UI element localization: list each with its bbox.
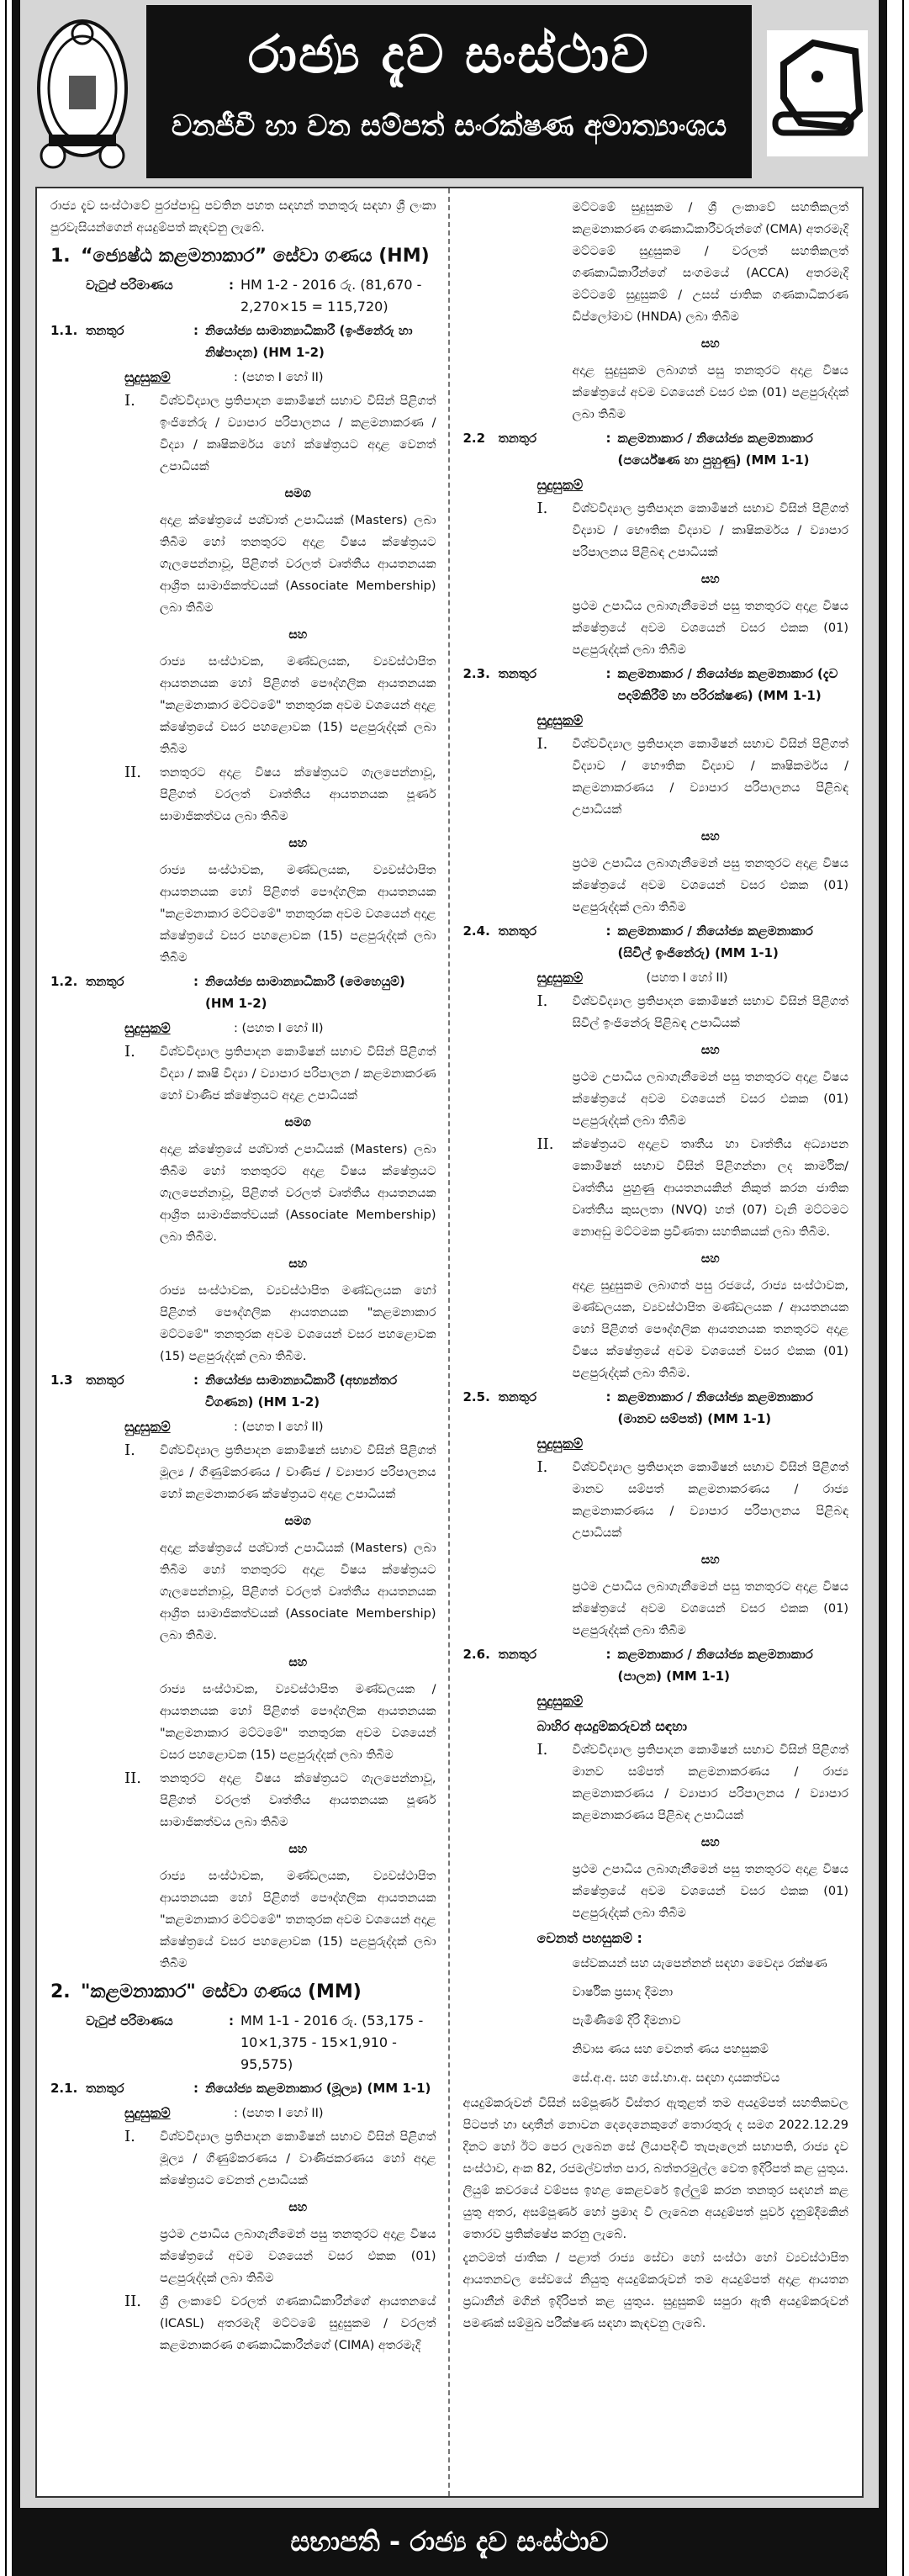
qualification-text: විශ්වවිද්‍යාල ප්‍රතිපාදන කොමිෂන් සභාව විසින් පිළිගත් විද්‍යා / කෘෂි විද්‍යා / ව්‍යාපාර පරිපාලන / කළමනාකරණ හෝ වාණිජ ක්ෂේත්‍රයට අදාළ උපාධියක් (160, 1045, 436, 1103)
conjunction: සමග (284, 1515, 311, 1528)
post-title: නියෝජ්‍ය සාමාන්‍යාධිකාරී (අභ්‍යන්තර විගණන) (HM 1-2) (205, 1373, 398, 1410)
roman-numeral: I. (124, 392, 135, 410)
qualification-item (50, 390, 436, 478)
salary-scale-label: වැටුප් පරිමාණය (86, 278, 173, 293)
qualifications-heading (463, 967, 849, 989)
subheading: වෙනත් පහසුකම් : (536, 1930, 642, 1946)
paragraph: රාජ්‍ය දැව සංස්ථාවේ පුරප්පාඩු පවතින පහත සඳහන් තනතුරු සඳහා ශ්‍රී ලංකා පුරවැසියන්ගෙන් අයදුම්පත් කැඳවනු ලැබේ. (50, 199, 436, 235)
roman-numeral: II. (124, 764, 141, 781)
salary-scale-label: වැටුප් පරිමාණය (86, 2013, 173, 2029)
qualification-item (463, 991, 849, 1034)
qualification-text: විශ්වවිද්‍යාල ප්‍රතිපාදන කොමිෂන් සභාව විසින් පිළිගත් මූල්‍ය / ගිණුම්කරණය / වාණිජ / ව්‍යාපාර පරිපාලනය හෝ කළමනාකරණ ක්ෂේත්‍රයට අදාළ උපාධියක් (160, 1444, 436, 1501)
qualification-text: ප්‍රථම උපාධිය ලබාගැනීමෙන් පසු තනතුරට අදාළ විෂය ක්ෂේත්‍රයේ අවම වශයෙන් වසර එකක (01) පළපුරුද්දක් ලබා තිබීම (572, 1071, 848, 1128)
colon-separator: : (193, 1373, 198, 1388)
qualification-text: තනතුරට අදාළ විෂය ක්ෂේත්‍රයට ගැලපෙන්නාවූ, පිළිගත් වරලත් වෘත්තීය ආයතනයක පූර්ණ සාමාජිකත්වය ලබා තිබීම (160, 1772, 436, 1829)
qualification-text: විශ්වවිද්‍යාල ප්‍රතිපාදන කොමිෂන් සභාව විසින් පිළිගත් විද්‍යාව / භෞතික විද්‍යාව / කෘෂිකර්මය / ව්‍යාපාර පරිපාලනය පිළිබඳ උපාධියක් (572, 502, 848, 559)
organization-title: රාජ්‍ය දැව සංස්ථාව (248, 24, 650, 85)
post-label: තනතුර (498, 431, 537, 446)
footer-signature: සභාපති - රාජ්‍ය දැව සංස්ථාව (20, 2508, 879, 2576)
left-column (37, 188, 450, 2496)
qualification-text: ප්‍රථම උපාධිය ලබාගැනීමෙන් පසු තනතුරට අදාළ විෂය ක්ෂේත්‍රයේ අවම වශයෙන් වසර එකක (01) පළපුරුද්දක් ලබා තිබීම (572, 1580, 848, 1637)
salary-scale (50, 2010, 436, 2076)
post-title: නියෝජ්‍ය කළමනාකාර (මූල්‍ය) (MM 1-1) (205, 2081, 431, 2096)
section-number: 1. (50, 246, 71, 267)
colon-separator: : (605, 431, 611, 446)
salary-scale (50, 274, 436, 318)
post-label: තනතුර (86, 323, 124, 338)
roman-numeral: I. (124, 1043, 135, 1061)
qualification-text: අදාළ ක්ෂේත්‍රයේ පශ්චාත් උපාධියක් (Masters) ලබා තිබීම හෝ තනතුරට අදාළ විෂය ක්ෂේත්‍රයට ගැලපෙන්නාවූ, පිළිගත් වරලත් වෘත්තීය ආයතනයක ආශ්‍රිත සාමාජිකත්වයක් (Associate Membership) ලබා තිබීම. (160, 1542, 436, 1642)
benefit-item: සේ.අ.අ. සහ සේ.භා.අ. සඳහා දායකත්වය (572, 2071, 780, 2085)
qualifications-heading (50, 367, 436, 389)
qualification-text: ක්ෂේත්‍රයට අදාළව තෘතීය හා වෘත්තීය අධ්‍යාපන කොමිෂන් සභාව විසින් පිළිගන්නා ලද කාර්මික/ වෘත්තීය පුහුණු ආයතනයකින් නිකුත් කරන ජාතික වෘත්තීය කුසලතා (NVQ) හත් (07) වැනි මට්ටමට නොඅඩු මට්ටමක ප්‍රවීණතා සහතිකයක් ලබා තිබීම. (572, 1138, 848, 1239)
post-title: කළමනාකාර / නියෝජ්‍ය කළමනාකාර (පාලන) (MM 1-1) (617, 1647, 813, 1684)
qualifications-label: සුදුසුකම් (536, 1436, 584, 1452)
qualification-item (50, 1041, 436, 1107)
post-heading (50, 320, 436, 363)
colon-separator: : (193, 974, 198, 989)
post-number: 2.5. (462, 1389, 490, 1404)
qualification-item (50, 1768, 436, 1833)
post-label: තනතුර (498, 923, 537, 939)
conjunction: සහ (288, 837, 308, 850)
qualification-text: විශ්වවිද්‍යාල ප්‍රතිපාදන කොමිෂන් සභාව විසින් පිළිගත් මානව සම්පත් කළමනාකරණය / රාජ්‍ය කළමනාකරණය / ව්‍යාපාර පරිපාලනය / ව්‍යාපාර කළමනාකරණය පිළිබඳ උපාධියක් (572, 1743, 848, 1822)
right-column (450, 188, 863, 2496)
ministry-title: වනජීවී හා වන සම්පත් සංරක්ෂණ අමාත්‍යාංශය (171, 109, 727, 143)
qualifications-note: : (පහත I හෝ II) (234, 1420, 324, 1434)
qualification-item (50, 2126, 436, 2192)
section-title: "කළමනාකාර" සේවා ගණය (MM) (81, 1981, 362, 2002)
conjunction: සහ (288, 1656, 308, 1669)
benefit-item: වාර්ෂික ප්‍රසාද දීමනා (572, 1986, 674, 1999)
qualification-text: රාජ්‍ය සංස්ථාවක, ව්‍යවස්ථාපිත මණ්ඩලයක / ආයතනයක හෝ පිළිගත් පෞද්ගලික ආයතනයක "කළමනාකාර මට්ටමේ" තනතුරක අවම වශයෙන් වසර පහළොවක (15) පළපුරුද්දක් ලබා තිබීම (160, 1683, 436, 1762)
salary-scale-value: HM 1-2 - 2016 රු. (81,670 - 2,270×15 = 115,720) (240, 277, 422, 315)
post-heading (50, 1369, 436, 1413)
post-title: කළමනාකාර / නියෝජ්‍ය කළමනාකාර (මානව සම්පත්) (MM 1-1) (617, 1389, 813, 1426)
post-title: නියෝජ්‍ය සාමාන්‍යාධිකාරී (මෙහෙයුම්) (HM 1-2) (205, 974, 405, 1011)
qualification-text: විශ්වවිද්‍යාල ප්‍රතිපාදන කොමිෂන් සභාව විසින් පිළිගත් මානව සම්පත් කළමනාකරණය / රාජ්‍ය කළමනාකරණය / ව්‍යාපාර පරිපාලනය පිළිබඳ උපාධියක් (572, 1461, 848, 1540)
post-number: 2.1. (50, 2081, 78, 2096)
post-number: 2.6. (462, 1647, 490, 1662)
qualifications-heading (463, 1433, 849, 1455)
qualifications-label: සුදුසුකම් (124, 2105, 171, 2121)
post-heading (463, 920, 849, 964)
qualification-text: අදාළ ක්ෂේත්‍රයේ පශ්චාත් උපාධියක් (Masters) ලබා තිබීම හෝ තනතුරට අදාළ විෂය ක්ෂේත්‍රයට ගැලපෙන්නාවූ, පිළිගත් වරලත් වෘත්තීය ආයතනයක ආශ්‍රිත සාමාජිකත්වයක් (Associate Membership) ලබා තිබීම (160, 514, 436, 615)
qualification-item (463, 1457, 849, 1544)
post-label: තනතුර (498, 666, 537, 681)
roman-numeral: I. (124, 1441, 135, 1459)
qualification-item (463, 733, 849, 821)
qualifications-heading (50, 1018, 436, 1039)
conjunction: සහ (288, 1257, 308, 1271)
qualification-text: ප්‍රථම උපාධිය ලබාගැනීමෙන් පසු තනතුරට අදාළ විෂය ක්ෂේත්‍රයේ අවම වශයෙන් වසර එකක (01) පළපුරුද්දක් ලබා තිබීම (572, 600, 848, 657)
colon-separator: : (229, 278, 234, 293)
conjunction: සහ (700, 1553, 720, 1567)
qualifications-label: සුදුසුකම් (536, 1693, 584, 1709)
qualification-text: මට්ටමේ සුදුසුකම / ශ්‍රී ලංකාවේ සහතිකලත් කළමනාකරණ ගණකාධිකාරීවරුන්ගේ (CMA) අතරමැදි මට්ටමේ සුදුසුකම / වරලත් සහතිකලත් ගණකාධිකාරීන්ගේ සංගමයේ (ACCA) අතරමැදි මට්ටමේ සුදුසුකම් / උසස් ජාතික ගණකාධිකරණ ඩිප්ලෝමාව (HNDA) ලබා තිබීම (572, 201, 848, 324)
roman-numeral: I. (536, 1741, 548, 1759)
conjunction: සහ (700, 1836, 720, 1849)
post-number: 1.2. (50, 974, 78, 989)
post-title: කළමනාකාර / නියෝජ්‍ය කළමනාකාර (සිවිල් ඉංජිනේරු) (MM 1-1) (617, 923, 813, 960)
post-label: තනතුර (498, 1647, 537, 1662)
qualifications-label: සුදුසුකම් (124, 1020, 171, 1036)
section-title: “ජ්‍යෙෂ්ඨ කළමනාකාර” සේවා ගණය (HM) (81, 246, 430, 267)
national-emblem-icon (32, 8, 133, 177)
qualifications-note: (පහත I හෝ II) (646, 971, 728, 985)
post-label: තනතුර (86, 1373, 124, 1388)
post-heading (463, 427, 849, 471)
roman-numeral: I. (124, 2128, 135, 2145)
benefit-item: පැමිණීමේ දිරි දීමනාව (572, 2014, 681, 2028)
qualifications-heading (50, 2103, 436, 2124)
qualification-item (50, 2291, 436, 2356)
colon-separator: : (193, 2081, 198, 2096)
qualification-text: අදාළ ක්ෂේත්‍රයේ පශ්චාත් උපාධියක් (Masters) ලබා තිබීම හෝ තනතුරට අදාළ විෂය ක්ෂේත්‍රයට ගැලපෙන්නාවූ, පිළිගත් වරලත් වෘත්තීය ආයතනයක ආශ්‍රිත සාමාජිකත්වයක් (Associate Membership) ලබා තිබීම. (160, 1143, 436, 1244)
post-label: තනතුර (498, 1389, 537, 1404)
colon-separator: : (229, 2013, 234, 2029)
conjunction: සහ (700, 1252, 720, 1266)
qualification-item (50, 762, 436, 828)
qualification-text: තනතුරට අදාළ විෂය ක්ෂේත්‍රයට ගැලපෙන්නාවූ, පිළිගත් වරලත් වෘත්තීය ආයතනයක පූර්ණ සාමාජිකත්වය ලබා තිබීම (160, 766, 436, 823)
conjunction: සහ (700, 573, 720, 586)
qualification-text: අදාළ සුදුසුකම ලබාගත් පසු තනතුරට අදාළ විෂය ක්ෂේත්‍රයේ අවම වශයෙන් වසර එක (01) පළපුරුද්දක් ලබා තිබීම (572, 364, 848, 421)
qualifications-note: : (පහත I හෝ II) (234, 1022, 324, 1035)
paragraph: දැනටමත් ජාතික / පළාත් රාජ්‍ය සේවා හෝ සංස්ථා හෝ ව්‍යවස්ථාපිත ආයතනවල සේවයේ නියුතු අයදුම්කරුවන් තම අයදුම්පත් අදාළ ආයතන ප්‍රධානීන් මගින් ඉදිරිපත් කළ යුතුය. සුදුසුකම් සපුරා ඇති අයදුම්කරුවන් පමණක් සම්මුඛ පරීක්ෂණ සඳහා කැඳවනු ලැබේ. (462, 2251, 848, 2330)
conjunction: සහ (288, 1843, 308, 1856)
conjunction: සහ (700, 337, 720, 351)
qualification-item (463, 498, 849, 563)
conjunction: සහ (700, 830, 720, 844)
qualifications-heading (463, 1690, 849, 1712)
roman-numeral: II. (124, 2293, 141, 2310)
qualification-text: අදාළ සුදුසුකම ලබාගත් පසු රජයේ, රාජ්‍ය සංස්ථාවක, මණ්ඩලයක, ව්‍යවස්ථාපිත මණ්ඩලයක / ආයතනයක හෝ පිළිගත් පෞද්ගලික ආයතනයක තනතුරට අදාළ විෂය ක්ෂේත්‍රයේ අවම වශයෙන් වසර එකක (01) පළපුරුද්දක් ලබා තිබීම. (572, 1279, 848, 1380)
post-title: කළමනාකාර / නියෝජ්‍ය කළමනාකාර (දැව පදම්කිරීම් හා පරිරක්ෂණ) (MM 1-1) (617, 666, 838, 703)
qualification-text: රාජ්‍ය සංස්ථාවක, මණ්ඩලයක, ව්‍යවස්ථාපිත ආයතනයක හෝ පිළිගත් පෞද්ගලික ආයතනයක "කළමනාකාර මට්ටමේ" තනතුරක අවම වශයෙන් අදාළ ක්ෂේත්‍රයේ වසර පහළොවක (15) පළපුරුද්දක් ලබා තිබීම (160, 1870, 436, 1970)
salary-scale-value: MM 1-1 - 2016 රු. (53,175 - 10×1,375 - 15×1,910 - 95,575) (240, 2013, 424, 2072)
colon-separator: : (605, 1389, 611, 1404)
service-category-heading (50, 1978, 436, 2007)
qualifications-heading (463, 474, 849, 496)
roman-numeral: II. (536, 1135, 554, 1153)
qualification-item (50, 1440, 436, 1505)
subheading: බාහිර අයදුම්කරුවන් සඳහා (536, 1718, 687, 1734)
post-number: 1.3 (50, 1373, 73, 1388)
qualifications-label: සුදුසුකම් (536, 712, 584, 728)
qualification-text: විශ්වවිද්‍යාල ප්‍රතිපාදන කොමිෂන් සභාව විසින් පිළිගත් මූල්‍ය / ගිණුම්කරණය / වාණිජකරණය හෝ අදාළ ක්ෂේත්‍රයට වෙනත් උපාධියක් (160, 2130, 436, 2187)
qualification-text: රාජ්‍ය සංස්ථාවක, ව්‍යවස්ථාපිත මණ්ඩලයක හෝ පිළිගත් පෞද්ගලික ආයතනයක "කළමනාකාර මට්ටමේ" තනතුරක අවම වශයෙන් වසර පහළොවක (15) පළපුරුද්දක් ලබා තිබීම. (160, 1284, 436, 1363)
section-number: 2. (50, 1981, 71, 2002)
service-category-heading (50, 242, 436, 271)
post-label: තනතුර (86, 2081, 124, 2096)
qualification-text: විශ්වවිද්‍යාල ප්‍රතිපාදන කොමිෂන් සභාව විසින් පිළිගත් ඉංජිනේරු / ව්‍යාපාර පරිපාලනය / කළමනාකරණ / විද්‍යා / කෘෂිකර්මය හෝ ක්ෂේත්‍රයට අදාළ වෙනත් උපාධියක් (160, 394, 436, 473)
post-heading (50, 971, 436, 1014)
colon-separator: : (193, 323, 198, 338)
qualifications-label: සුදුසුකම් (536, 970, 584, 986)
post-title: නියෝජ්‍ය සාමාන්‍යාධිකාරී (ඉංජිනේරු හා නිෂ්පාදන) (HM 1-2) (205, 323, 413, 360)
qualifications-heading (463, 710, 849, 732)
post-number: 2.3. (462, 666, 490, 681)
qualifications-label: සුදුසුකම් (536, 477, 584, 493)
header (20, 0, 879, 183)
post-number: 2.2 (462, 431, 486, 446)
conjunction: සමග (284, 487, 311, 500)
conjunction: සහ (700, 1044, 720, 1057)
post-heading (50, 2077, 436, 2099)
roman-numeral: II. (124, 1769, 141, 1787)
qualifications-label: සුදුසුකම් (124, 1419, 171, 1435)
qualification-text: ප්‍රථම උපාධිය ලබාගැනීමෙන් පසු තනතුරට අදාළ විෂය ක්ෂේත්‍රයේ අවම වශයෙන් වසර එකක (01) පළපුරුද්දක් ලබා තිබීම (572, 857, 848, 914)
qualifications-heading (50, 1416, 436, 1438)
roman-numeral: I. (536, 992, 548, 1010)
qualifications-note: : (පහත I හෝ II) (234, 2107, 324, 2120)
qualification-item (463, 1739, 849, 1827)
benefit-item: නිවාස ණය සහ වෙනත් ණය පහසුකම් (572, 2043, 769, 2056)
roman-numeral: I. (536, 500, 548, 517)
qualification-text: රාජ්‍ය සංස්ථාවක, මණ්ඩලයක, ව්‍යවස්ථාපිත ආයතනයක හෝ පිළිගත් පෞද්ගලික ආයතනයක "කළමනාකාර මට්ටමේ" තනතුරක අවම වශයෙන් අදාළ ක්ෂේත්‍රයේ වසර පහළොවක (15) පළපුරුද්දක් ලබා තිබීම (160, 864, 436, 965)
post-number: 2.4. (462, 923, 490, 939)
benefit-item: සේවකයන් සහ යැපෙන්නන් සඳහා වෛද්‍ය රක්ෂණ (572, 1957, 827, 1970)
roman-numeral: I. (536, 735, 548, 753)
qualification-text: රාජ්‍ය සංස්ථාවක, මණ්ඩලයක, ව්‍යවස්ථාපිත ආයතනයක හෝ පිළිගත් පෞද්ගලික ආයතනයක "කළමනාකාර මට්ටමේ" තනතුරක අවම වශයෙන් අදාළ ක්ෂේත්‍රයේ වසර පහළොවක (15) පළපුරුද්දක් ලබා තිබීම (160, 655, 436, 756)
colon-separator: : (605, 1647, 611, 1662)
conjunction: සහ (288, 2201, 308, 2214)
advertisement (12, 0, 887, 2576)
post-heading (463, 663, 849, 706)
qualification-text: විශ්වවිද්‍යාල ප්‍රතිපාදන කොමිෂන් සභාව විසින් පිළිගත් සිවිල් ඉංජිනේරු පිළිබඳ උපාධියක් (572, 995, 848, 1030)
post-number: 1.1. (50, 323, 78, 338)
post-heading (463, 1643, 849, 1687)
post-label: තනතුර (86, 974, 124, 989)
post-heading (463, 1386, 849, 1430)
paragraph: අයදුම්කරුවන් විසින් සම්පූර්ණ විස්තර ඇතුළත් තම අයදුම්පත් සහතිකවල පිටපත් හා ඥාතීන් නොවන දෙදෙනෙකුගේ තොරතුරු ද සමග 2022.12.29 දිනට හෝ ඊට පෙර ලැබෙන සේ ලියාපදිංචි තැපෑලෙන් සභාපති, රාජ්‍ය දැව සංස්ථාව, අංක 82, රජමල්වත්ත පාර, බත්තරමුල්ල වෙත ඉදිරිපත් කළ යුතුය. ලියුම් කවරයේ වම්පස ඉහළ කෙළවරේ ඉල්ලුම් කරන තනතුර සඳහන් කළ යුතු අතර, අසම්පූර්ණ හෝ ප්‍රමාද වී ලැබෙන අයදුම්පත් පූර්ව දැනුම්දීමකින් තොරව ප්‍රතික්ෂේප කරනු ලැබේ. (462, 2097, 848, 2241)
qualifications-note: : (පහත I හෝ II) (234, 371, 324, 384)
title-banner (146, 5, 752, 178)
qualification-item (463, 1134, 849, 1243)
qualification-text: විශ්වවිද්‍යාල ප්‍රතිපාදන කොමිෂන් සභාව විසින් පිළිගත් විද්‍යාව / භෞතික විද්‍යාව / කෘෂිකර්මය / කළමනාකරණය / ව්‍යාපාර පරිපාලනය පිළිබඳ උපාධියක් (572, 738, 848, 817)
qualification-text: ශ්‍රී ලංකාවේ වරලත් ගණකාධිකාරීන්ගේ ආයතනයේ (ICASL) අතරමැදි මට්ටමේ සුදුසුකම / වරලත් කළමනාකරණ ගණකාධිකාරීන්ගේ (CIMA) අතරමැදි (160, 2295, 436, 2352)
conjunction: සමග (284, 1116, 311, 1129)
content-panel (35, 187, 864, 2498)
roman-numeral: I. (536, 1458, 548, 1476)
colon-separator: : (605, 923, 611, 939)
qualification-text: ප්‍රථම උපාධිය ලබාගැනීමෙන් පසු තනතුරට අදාළ විෂය ක්ෂේත්‍රයේ අවම වශයෙන් වසර එකක (01) පළපුරුද්දක් ලබා තිබීම (160, 2228, 436, 2285)
elephant-logo-icon (767, 30, 868, 156)
qualification-text: ප්‍රථම උපාධිය ලබාගැනීමෙන් පසු තනතුරට අදාළ විෂය ක්ෂේත්‍රයේ අවම වශයෙන් වසර එකක (01) පළපුරුද්දක් ලබා තිබීම (572, 1863, 848, 1920)
colon-separator: : (605, 666, 611, 681)
conjunction: සහ (288, 628, 308, 642)
post-title: කළමනාකාර / නියෝජ්‍ය කළමනාකාර (පර්යේෂණ හා පුහුණු) (MM 1-1) (617, 431, 813, 468)
qualifications-label: සුදුසුකම් (124, 369, 171, 385)
